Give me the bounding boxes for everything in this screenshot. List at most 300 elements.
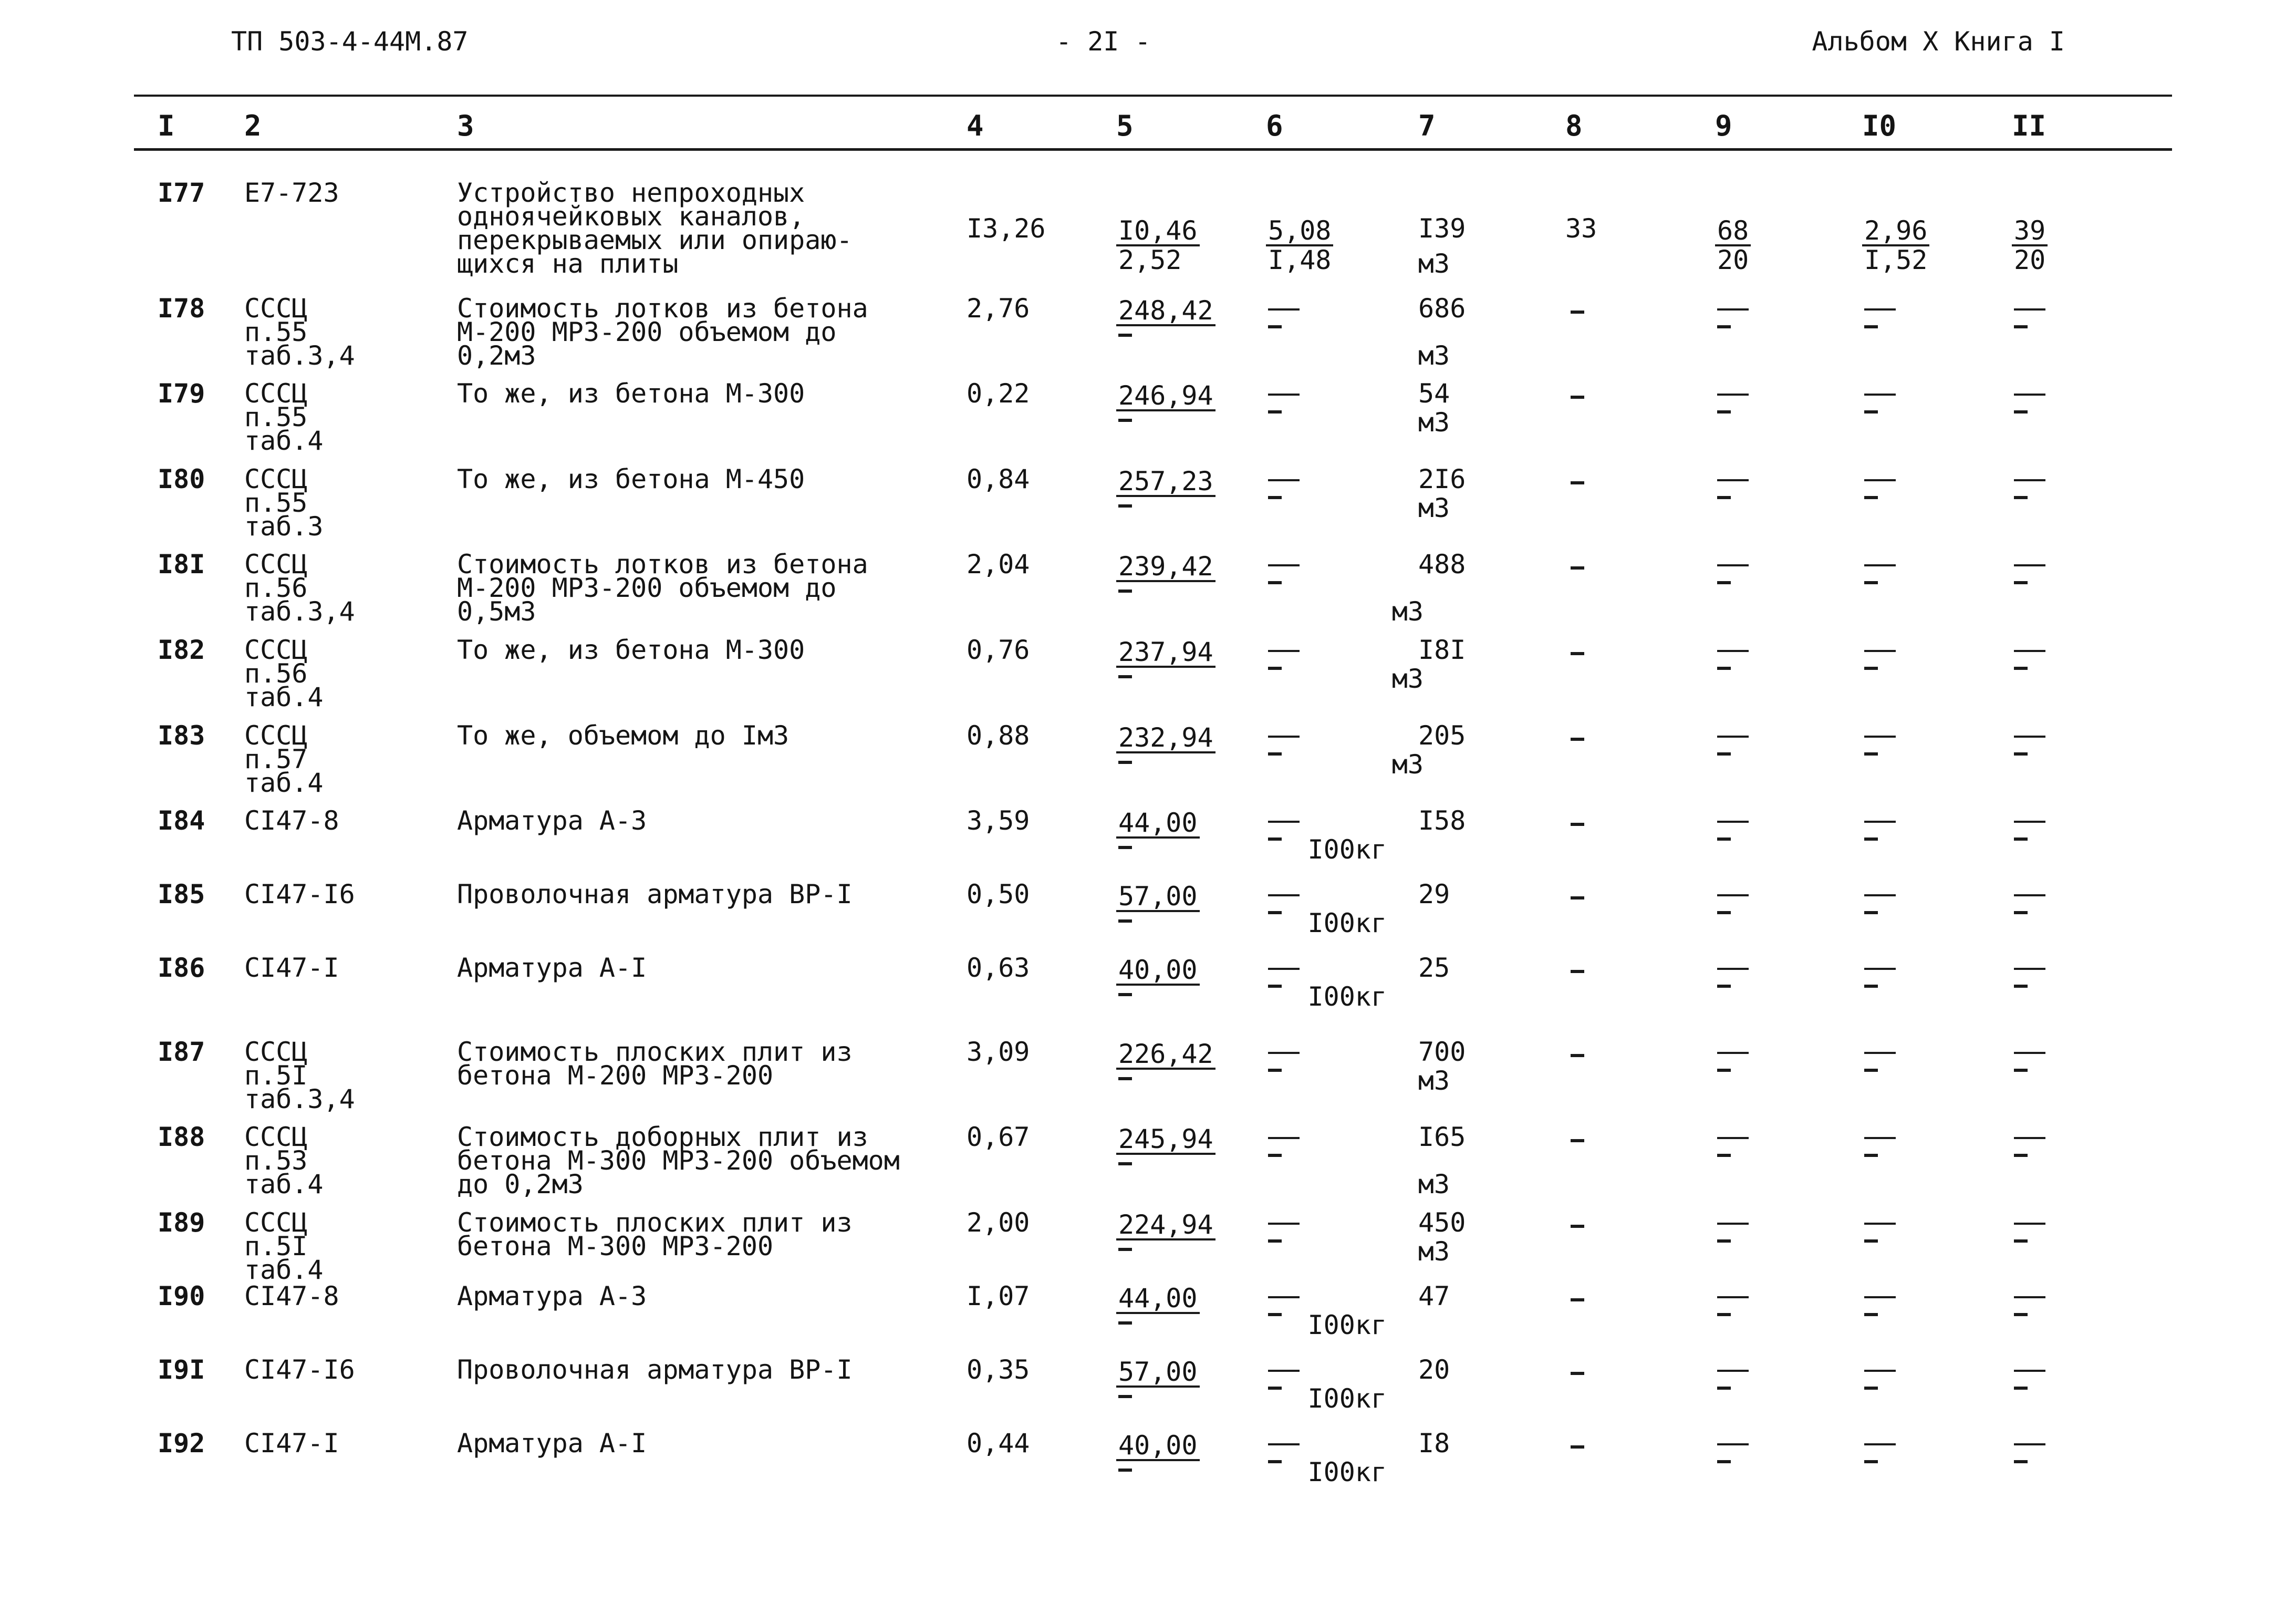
row-number: I92 (158, 1428, 205, 1459)
denominator-dash (1268, 325, 1282, 328)
unit-price (1116, 468, 1215, 508)
row-number: I84 (158, 805, 205, 836)
numerator-value: 224,94 (1116, 1211, 1215, 1240)
numerator-dash (1864, 1370, 1896, 1372)
numerator-dash (2014, 650, 2045, 652)
row-number: I80 (158, 464, 205, 494)
denominator-dash (1717, 1154, 1731, 1157)
total-wage-dash (1571, 1225, 1584, 1228)
column-11-value (2012, 1211, 2045, 1243)
denominator-dash (1118, 1395, 1132, 1398)
quantity: 2,76 (967, 293, 1030, 324)
column-10-value (1862, 297, 1896, 328)
total-cost: I8I (1418, 635, 1466, 665)
total-cost: 25 (1418, 953, 1450, 983)
work-description: Арматура А-I (457, 953, 647, 983)
column-9-value (1715, 724, 1749, 756)
unit-wage (1266, 382, 1300, 413)
total-cost: 20 (1418, 1354, 1450, 1385)
numerator-dash (1717, 1223, 1749, 1225)
row-number: I88 (158, 1122, 205, 1152)
row-number: I77 (158, 178, 205, 208)
unit-price (1116, 297, 1215, 337)
column-10-value (1862, 809, 1896, 841)
unit-price (1116, 1040, 1215, 1080)
column-10-value (1862, 638, 1896, 670)
price-code: СI47-I (244, 953, 339, 983)
denominator-dash (1717, 667, 1731, 670)
numerator-dash (2014, 968, 2045, 970)
unit-of-measure: I00кг (1307, 908, 1387, 938)
denominator-dash (2014, 1387, 2028, 1390)
denominator-dash (2014, 1239, 2028, 1243)
unit-of-measure: м3 (1418, 407, 1450, 438)
numerator-value: 248,42 (1116, 297, 1215, 326)
denominator-dash (1717, 1387, 1731, 1390)
numerator-dash (1717, 394, 1749, 396)
numerator-dash (2014, 1370, 2045, 1372)
column-10-value (1862, 1285, 1896, 1316)
total-wage-dash (1571, 1054, 1584, 1057)
denominator-dash (1268, 1460, 1282, 1463)
numerator-dash (2014, 821, 2045, 823)
numerator-dash (1268, 894, 1300, 896)
unit-wage (1266, 468, 1300, 499)
numerator-dash (1864, 1296, 1896, 1298)
unit-wage (1266, 553, 1300, 584)
column-9-value (1715, 809, 1749, 841)
numerator-dash (1268, 1296, 1300, 1298)
column-11-value (2012, 468, 2045, 499)
denominator-dash (1118, 761, 1132, 764)
column-9-value (1715, 468, 1749, 499)
denominator-dash (1864, 410, 1878, 413)
denominator-dash (2014, 667, 2028, 670)
denominator-dash (1268, 496, 1282, 499)
total-cost: 2I6 (1418, 464, 1466, 494)
column-11-value (2012, 956, 2045, 988)
numerator-dash (1717, 1296, 1749, 1298)
row-number: I89 (158, 1207, 205, 1238)
unit-wage (1266, 1358, 1300, 1390)
numerator-dash (1268, 736, 1300, 738)
denominator-dash (2014, 1154, 2028, 1157)
denominator-value: 2,52 (1118, 245, 1182, 275)
document-code: ТП 503-4-44М.87 (231, 26, 469, 57)
column-11-value (2012, 1285, 2045, 1316)
denominator-dash (1268, 581, 1282, 584)
total-wage-dash (1571, 396, 1584, 399)
column-header-8: 8 (1565, 109, 1583, 142)
total-wage-dash (1571, 823, 1584, 826)
work-description: Арматура А-3 (457, 1281, 647, 1311)
unit-wage (1266, 809, 1300, 841)
row-number: I85 (158, 879, 205, 909)
column-10-value (1862, 956, 1896, 988)
total-wage-dash (1571, 738, 1584, 741)
total-wage-dash (1571, 311, 1584, 314)
numerator-dash (2014, 479, 2045, 481)
unit-wage (1266, 1125, 1300, 1157)
denominator-dash (1717, 410, 1731, 413)
column-9-value (1715, 1358, 1749, 1390)
denominator-dash (1864, 325, 1878, 328)
total-wage-dash (1571, 1298, 1584, 1301)
numerator-dash (1864, 1137, 1896, 1139)
column-11-value (2012, 1125, 2045, 1157)
denominator-dash (2014, 581, 2028, 584)
column-9-value (1715, 956, 1749, 988)
numerator-dash (1268, 479, 1300, 481)
unit-of-measure: м3 (1418, 1066, 1450, 1096)
column-header-4: 4 (967, 109, 984, 142)
unit-price (1116, 382, 1215, 422)
column-10-value (1862, 883, 1896, 914)
column-9-value (1715, 1125, 1749, 1157)
quantity: 3,09 (967, 1037, 1030, 1067)
total-wage-dash (1571, 652, 1584, 655)
denominator-dash (1864, 1154, 1878, 1157)
unit-wage (1266, 956, 1300, 988)
denominator-value: I,48 (1268, 245, 1332, 275)
top-rule (134, 95, 2172, 97)
total-wage-dash (1571, 566, 1584, 570)
numerator-dash (1864, 968, 1896, 970)
column-9-value (1715, 553, 1749, 584)
numerator-dash (1268, 650, 1300, 652)
denominator-dash (1717, 985, 1731, 988)
numerator-dash (1717, 894, 1749, 896)
numerator-dash (2014, 1223, 2045, 1225)
column-10-value (1862, 1211, 1896, 1243)
quantity: 0,67 (967, 1122, 1030, 1152)
unit-of-measure: I00кг (1307, 834, 1387, 865)
total-cost: I65 (1418, 1122, 1466, 1152)
denominator-dash (1717, 1239, 1731, 1243)
denominator-dash (1118, 846, 1132, 849)
numerator-dash (2014, 1443, 2045, 1445)
column-11-value (2012, 382, 2045, 413)
total-wage-dash (1571, 970, 1584, 973)
denominator-dash (1268, 985, 1282, 988)
numerator-dash (1717, 1052, 1749, 1054)
denominator-dash (1118, 1162, 1132, 1165)
row-number: I87 (158, 1037, 205, 1067)
denominator-dash (1717, 1069, 1731, 1072)
column-10-value (1862, 217, 1929, 274)
total-cost: I58 (1418, 805, 1466, 836)
numerator-value: 237,94 (1116, 638, 1215, 668)
row-number: I79 (158, 378, 205, 409)
column-10-value (1862, 1358, 1896, 1390)
total-cost: I39 (1418, 213, 1466, 244)
work-description: Стоимость лотков из бетона М-200 МРЗ-200 объемом до 0,5м3 (457, 549, 868, 627)
quantity: 3,59 (967, 805, 1030, 836)
denominator-dash (2014, 985, 2028, 988)
quantity: 0,88 (967, 720, 1030, 751)
column-header-5: 5 (1116, 109, 1134, 142)
price-code: СССЦ п.56 таб.3,4 (244, 549, 355, 627)
denominator-dash (1268, 837, 1282, 841)
numerator-dash (1717, 968, 1749, 970)
total-cost: 700 (1418, 1037, 1466, 1067)
denominator-dash (1864, 496, 1878, 499)
unit-price (1116, 956, 1200, 996)
denominator-dash (1717, 752, 1731, 756)
denominator-dash (2014, 837, 2028, 841)
column-header-3: 3 (457, 109, 474, 142)
column-header-11: II (2012, 109, 2046, 142)
total-cost: 205 (1418, 720, 1466, 751)
numerator-value: 57,00 (1116, 883, 1200, 912)
unit-of-measure: м3 (1391, 749, 1424, 780)
row-number: I78 (158, 293, 205, 324)
numerator-value: 40,00 (1116, 956, 1200, 986)
unit-of-measure: м3 (1391, 596, 1424, 627)
unit-of-measure: I00кг (1307, 1457, 1387, 1487)
numerator-dash (1864, 564, 1896, 566)
numerator-value: 44,00 (1116, 1285, 1200, 1314)
numerator-value: 5,08 (1266, 217, 1333, 246)
price-code: СI47-I (244, 1428, 339, 1459)
denominator-dash (1268, 1069, 1282, 1072)
quantity: I3,26 (967, 213, 1046, 244)
unit-of-measure: I00кг (1307, 1310, 1387, 1340)
column-9-value (1715, 883, 1749, 914)
column-header-2: 2 (244, 109, 262, 142)
work-description: Устройство непроходных одноячейковых каналов, перекрываемых или опираю- щихся на плиты (457, 178, 853, 279)
unit-price (1116, 1358, 1200, 1398)
work-description: Проволочная арматура ВР-I (457, 879, 853, 909)
numerator-dash (1864, 308, 1896, 311)
unit-wage (1266, 1211, 1300, 1243)
denominator-dash (1864, 985, 1878, 988)
header-rule (134, 148, 2172, 151)
total-cost: 488 (1418, 549, 1466, 580)
quantity: 0,63 (967, 953, 1030, 983)
denominator-dash (1268, 1154, 1282, 1157)
denominator-dash (1118, 590, 1132, 593)
numerator-dash (2014, 1296, 2045, 1298)
total-wage-dash (1571, 1372, 1584, 1375)
numerator-dash (2014, 736, 2045, 738)
numerator-dash (1864, 1052, 1896, 1054)
numerator-dash (1864, 1443, 1896, 1445)
numerator-dash (2014, 1052, 2045, 1054)
denominator-dash (1717, 1313, 1731, 1316)
quantity: 0,84 (967, 464, 1030, 494)
price-code: СI47-I6 (244, 1354, 355, 1385)
work-description: То же, из бетона М-300 (457, 378, 805, 409)
numerator-dash (1268, 1137, 1300, 1139)
denominator-dash (1717, 496, 1731, 499)
column-9-value (1715, 1285, 1749, 1316)
quantity: 0,44 (967, 1428, 1030, 1459)
numerator-dash (2014, 308, 2045, 311)
column-header-6: 6 (1266, 109, 1283, 142)
column-9-value (1715, 1211, 1749, 1243)
numerator-value: 257,23 (1116, 468, 1215, 497)
price-code: СССЦ п.53 таб.4 (244, 1122, 324, 1200)
price-code: СССЦ п.55 таб.3 (244, 464, 324, 542)
numerator-dash (1864, 394, 1896, 396)
unit-price (1116, 217, 1200, 274)
denominator-dash (2014, 1313, 2028, 1316)
column-11-value (2012, 217, 2048, 274)
work-description: Арматура А-3 (457, 805, 647, 836)
unit-of-measure: м3 (1418, 249, 1450, 279)
column-9-value (1715, 217, 1751, 274)
numerator-dash (1717, 736, 1749, 738)
denominator-dash (1864, 837, 1878, 841)
unit-price (1116, 553, 1215, 593)
denominator-dash (1118, 675, 1132, 678)
denominator-dash (1864, 1460, 1878, 1463)
unit-wage (1266, 638, 1300, 670)
numerator-dash (1864, 821, 1896, 823)
column-10-value (1862, 1432, 1896, 1463)
numerator-dash (2014, 1137, 2045, 1139)
denominator-dash (1864, 911, 1878, 914)
price-code: СССЦ п.56 таб.4 (244, 635, 324, 712)
unit-of-measure: м3 (1418, 493, 1450, 523)
unit-wage (1266, 1040, 1300, 1072)
row-number: I83 (158, 720, 205, 751)
numerator-value: 2,96 (1862, 217, 1929, 246)
total-wage-dash (1571, 896, 1584, 899)
unit-price (1116, 724, 1215, 764)
denominator-dash (1717, 837, 1731, 841)
column-10-value (1862, 382, 1896, 413)
denominator-dash (1864, 1387, 1878, 1390)
column-11-value (2012, 1432, 2045, 1463)
numerator-dash (1268, 968, 1300, 970)
numerator-dash (1268, 1223, 1300, 1225)
numerator-dash (1864, 1223, 1896, 1225)
work-description: То же, из бетона М-300 (457, 635, 805, 665)
numerator-dash (1717, 479, 1749, 481)
unit-price (1116, 1285, 1200, 1325)
total-cost: 686 (1418, 293, 1466, 324)
numerator-value: I0,46 (1116, 217, 1200, 246)
numerator-dash (2014, 394, 2045, 396)
denominator-dash (1864, 581, 1878, 584)
column-10-value (1862, 1125, 1896, 1157)
price-code: СI47-8 (244, 805, 339, 836)
unit-wage (1266, 883, 1300, 914)
total-wage-dash (1571, 1139, 1584, 1142)
unit-of-measure: м3 (1418, 1236, 1450, 1267)
numerator-dash (1864, 894, 1896, 896)
denominator-dash (1118, 334, 1132, 337)
quantity: 0,50 (967, 879, 1030, 909)
denominator-dash (2014, 1460, 2028, 1463)
unit-price (1116, 809, 1200, 849)
unit-of-measure: м3 (1418, 340, 1450, 371)
total-wage-dash (1571, 481, 1584, 484)
total-cost: 450 (1418, 1207, 1466, 1238)
numerator-dash (1268, 1052, 1300, 1054)
denominator-dash (2014, 496, 2028, 499)
numerator-dash (1717, 650, 1749, 652)
column-11-value (2012, 297, 2045, 328)
row-number: I90 (158, 1281, 205, 1311)
total-cost: I8 (1418, 1428, 1450, 1459)
denominator-dash (1268, 911, 1282, 914)
column-10-value (1862, 724, 1896, 756)
unit-price (1116, 1211, 1215, 1251)
numerator-value: 232,94 (1116, 724, 1215, 753)
unit-price (1116, 1125, 1215, 1165)
work-description: То же, из бетона М-450 (457, 464, 805, 494)
denominator-dash (1268, 667, 1282, 670)
numerator-value: 39 (2012, 217, 2048, 246)
row-number: I86 (158, 953, 205, 983)
row-number: I8I (158, 549, 205, 580)
column-11-value (2012, 809, 2045, 841)
denominator-value: 20 (2014, 245, 2046, 275)
numerator-value: 44,00 (1116, 809, 1200, 839)
column-header-7: 7 (1418, 109, 1436, 142)
numerator-dash (1717, 564, 1749, 566)
numerator-dash (1864, 650, 1896, 652)
price-code: СССЦ п.5I таб.4 (244, 1207, 324, 1285)
denominator-dash (1118, 1469, 1132, 1472)
denominator-dash (2014, 752, 2028, 756)
price-code: СССЦ п.55 таб.3,4 (244, 293, 355, 371)
unit-of-measure: I00кг (1307, 1383, 1387, 1414)
column-9-value (1715, 382, 1749, 413)
column-header-9: 9 (1715, 109, 1732, 142)
numerator-dash (1864, 479, 1896, 481)
denominator-dash (1118, 419, 1132, 422)
total-wage-dash (1571, 1445, 1584, 1449)
numerator-value: 57,00 (1116, 1358, 1200, 1388)
denominator-dash (1864, 1069, 1878, 1072)
denominator-value: 20 (1717, 245, 1749, 275)
denominator-dash (1118, 1077, 1132, 1080)
numerator-value: 246,94 (1116, 382, 1215, 411)
column-11-value (2012, 638, 2045, 670)
denominator-dash (1268, 410, 1282, 413)
price-code: СССЦ п.55 таб.4 (244, 378, 324, 456)
unit-price (1116, 883, 1200, 923)
denominator-dash (1268, 1313, 1282, 1316)
numerator-dash (1864, 736, 1896, 738)
unit-wage (1266, 217, 1333, 274)
numerator-dash (1268, 308, 1300, 311)
denominator-dash (1717, 581, 1731, 584)
total-cost: 47 (1418, 1281, 1450, 1311)
denominator-dash (2014, 1069, 2028, 1072)
unit-price (1116, 1432, 1200, 1472)
price-code: СI47-8 (244, 1281, 339, 1311)
quantity: I,07 (967, 1281, 1030, 1311)
column-header-1: I (158, 109, 175, 142)
work-description: Проволочная арматура ВР-I (457, 1354, 853, 1385)
numerator-dash (1268, 821, 1300, 823)
denominator-dash (2014, 911, 2028, 914)
denominator-dash (1864, 1313, 1878, 1316)
price-code: Е7-723 (244, 178, 339, 208)
denominator-dash (1864, 752, 1878, 756)
work-description: То же, объемом до Iм3 (457, 720, 789, 751)
work-description: Стоимость доборных плит из бетона М-300 МРЗ-200 объемом до 0,2м3 (457, 1122, 900, 1200)
price-code: СССЦ п.57 таб.4 (244, 720, 324, 798)
numerator-dash (1268, 1370, 1300, 1372)
unit-of-measure: м3 (1418, 1169, 1450, 1200)
column-11-value (2012, 724, 2045, 756)
